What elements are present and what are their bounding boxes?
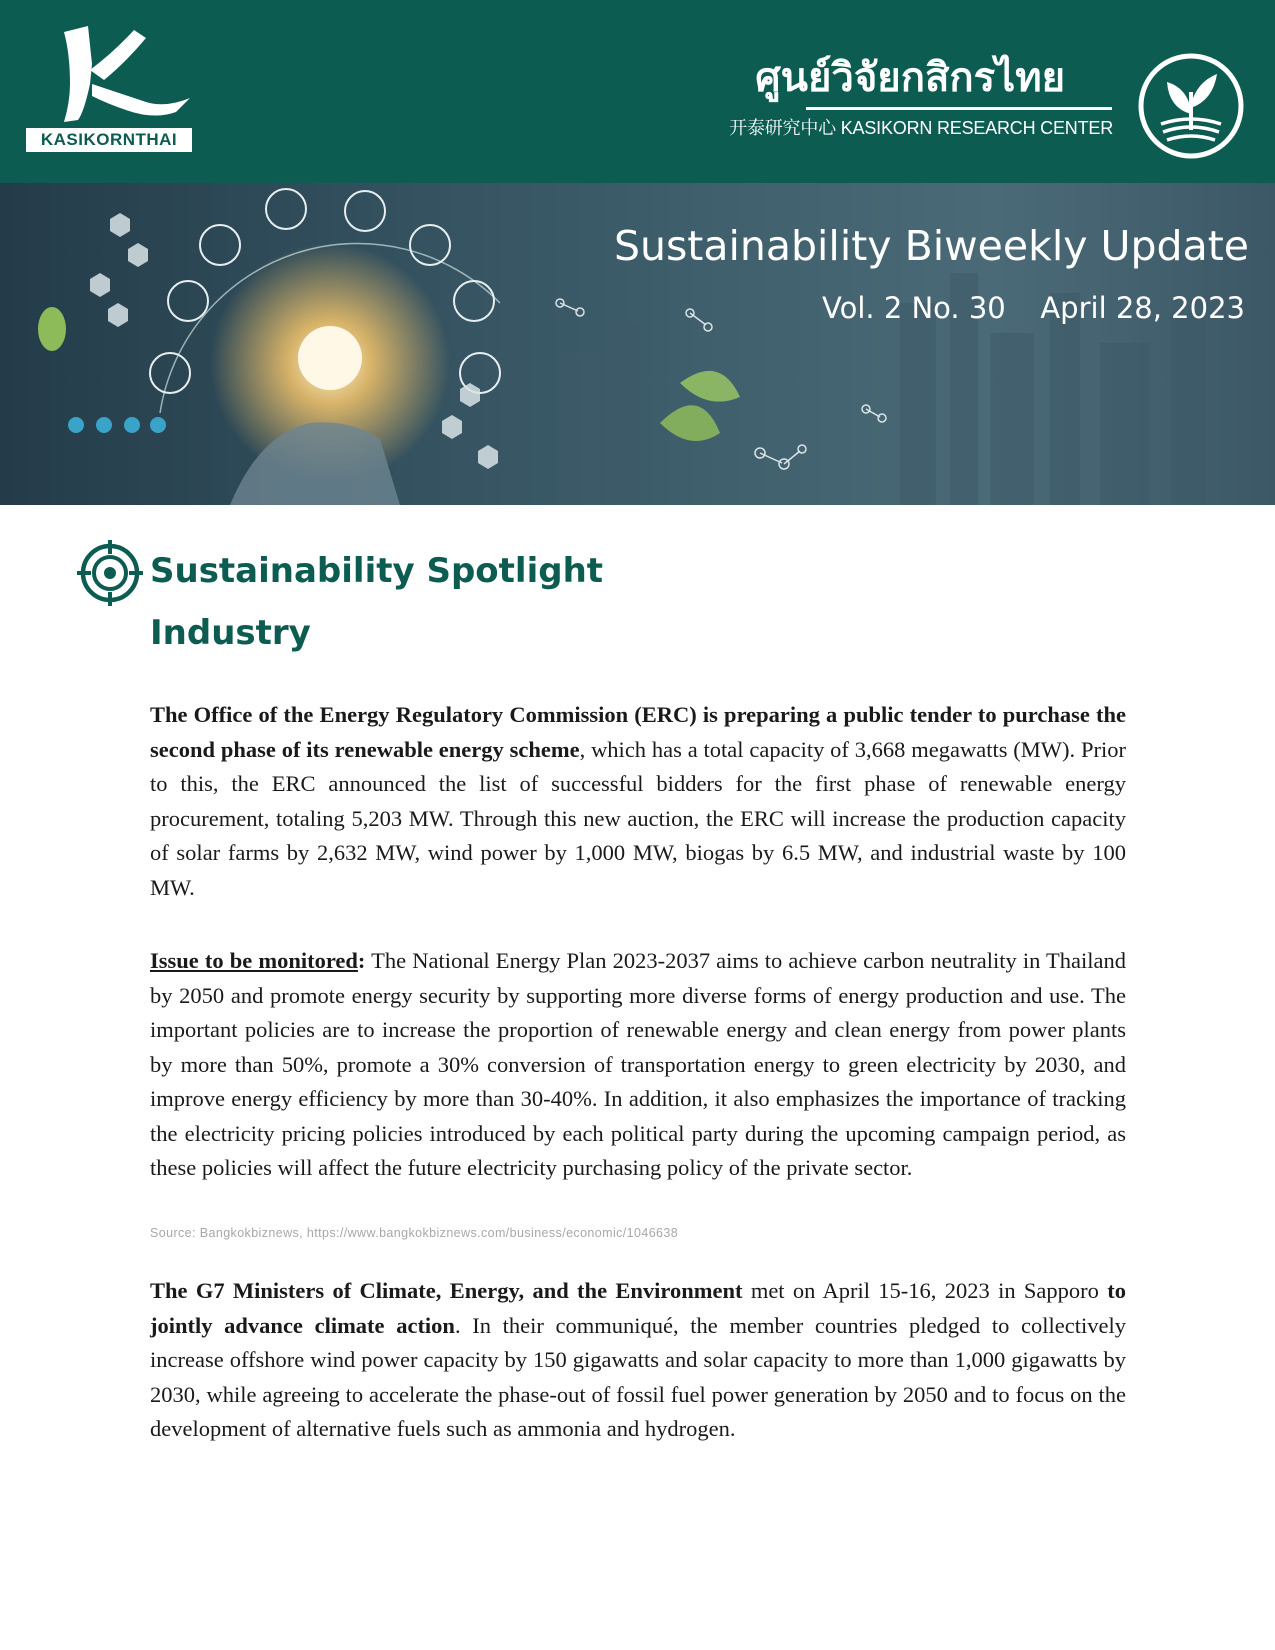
brand-name: KASIKORNTHAI	[26, 128, 192, 152]
header-bar	[0, 0, 1275, 183]
article-erc-tender	[150, 698, 1126, 905]
research-center-thai-name: ศูนย์วิจัยกสิกรไทย	[755, 55, 1065, 101]
section-subtitle: Industry	[150, 613, 311, 653]
hero-banner	[0, 183, 1275, 505]
research-center-divider	[806, 107, 1112, 110]
article-g7-body-b: . In their communiqué, the member countries pledged to collectively increase offshore wind power capacity by 150 gigawatts and solar capacity to more than 1,000 gigawatts by 2030, while agreeing to accelerate the phase-out of fossil fuel power generation by 2050 and to focus on the development of alternative fuels such as ammonia and hydrogen.	[150, 1312, 1126, 1441]
article-g7-body-a: met on April 15-16, 2023 in Sapporo	[742, 1278, 1108, 1303]
article-g7-bold-mid: to jointly advance climate action	[150, 1278, 1126, 1338]
newsletter-title: Sustainability Biweekly Update	[613, 222, 1249, 270]
article-erc-body: , which has a total capacity of 3,668 megawatts (MW). Prior to this, the ERC announced the list of successful bidders for the first phase of renewable energy procurement, totaling 5,203 MW. Through this new auction, the ERC will increase the production capacity of solar farms by 2,632 MW, wind power by 1,000 MW, biogas by 6.5 MW, and industrial waste by 100 MW.	[150, 736, 1126, 900]
source-citation: Source: Bangkokbiznews, https://www.bangkokbiznews.com/business/economic/1046638	[150, 1226, 679, 1240]
issue-label: Issue to be monitored	[150, 948, 358, 973]
issue-body: The National Energy Plan 2023-2037 aims to achieve carbon neutrality in Thailand by 2050 and promote energy security by supporting more diverse forms of energy production and use. The important policies are to increase the proportion of renewable energy and clean energy from power plants by more than 50%, promote a 30% conversion of transportation energy to green electricity by 2030, and improve energy efficiency by more than 30-40%. In addition, it also emphasizes the importance of tracking the electricity pricing policies introduced by each political party during the upcoming campaign period, as these policies will affect the future electricity purchasing policy of the private sector.	[150, 948, 1127, 1180]
article-erc-lead: The Office of the Energy Regulatory Commission (ERC) is preparing a public tender to purchase the second phase of its renewable energy scheme	[150, 702, 1126, 762]
target-icon	[77, 540, 143, 606]
article-g7-lead: The G7 Ministers of Climate, Energy, and the Environment	[150, 1278, 743, 1303]
section-title: Sustainability Spotlight	[150, 551, 604, 591]
research-center-english-name: 开泰研究中心 KASIKORN RESEARCH CENTER	[729, 118, 1113, 138]
krc-rice-leaf-emblem-icon	[1137, 52, 1245, 160]
issue-date: April 28, 2023	[1040, 291, 1245, 325]
issue-colon: :	[357, 948, 366, 973]
article-g7-ministers	[150, 1274, 1126, 1447]
issue-volume: Vol. 2 No. 30	[822, 291, 1006, 325]
issue-to-be-monitored	[150, 944, 1126, 1186]
